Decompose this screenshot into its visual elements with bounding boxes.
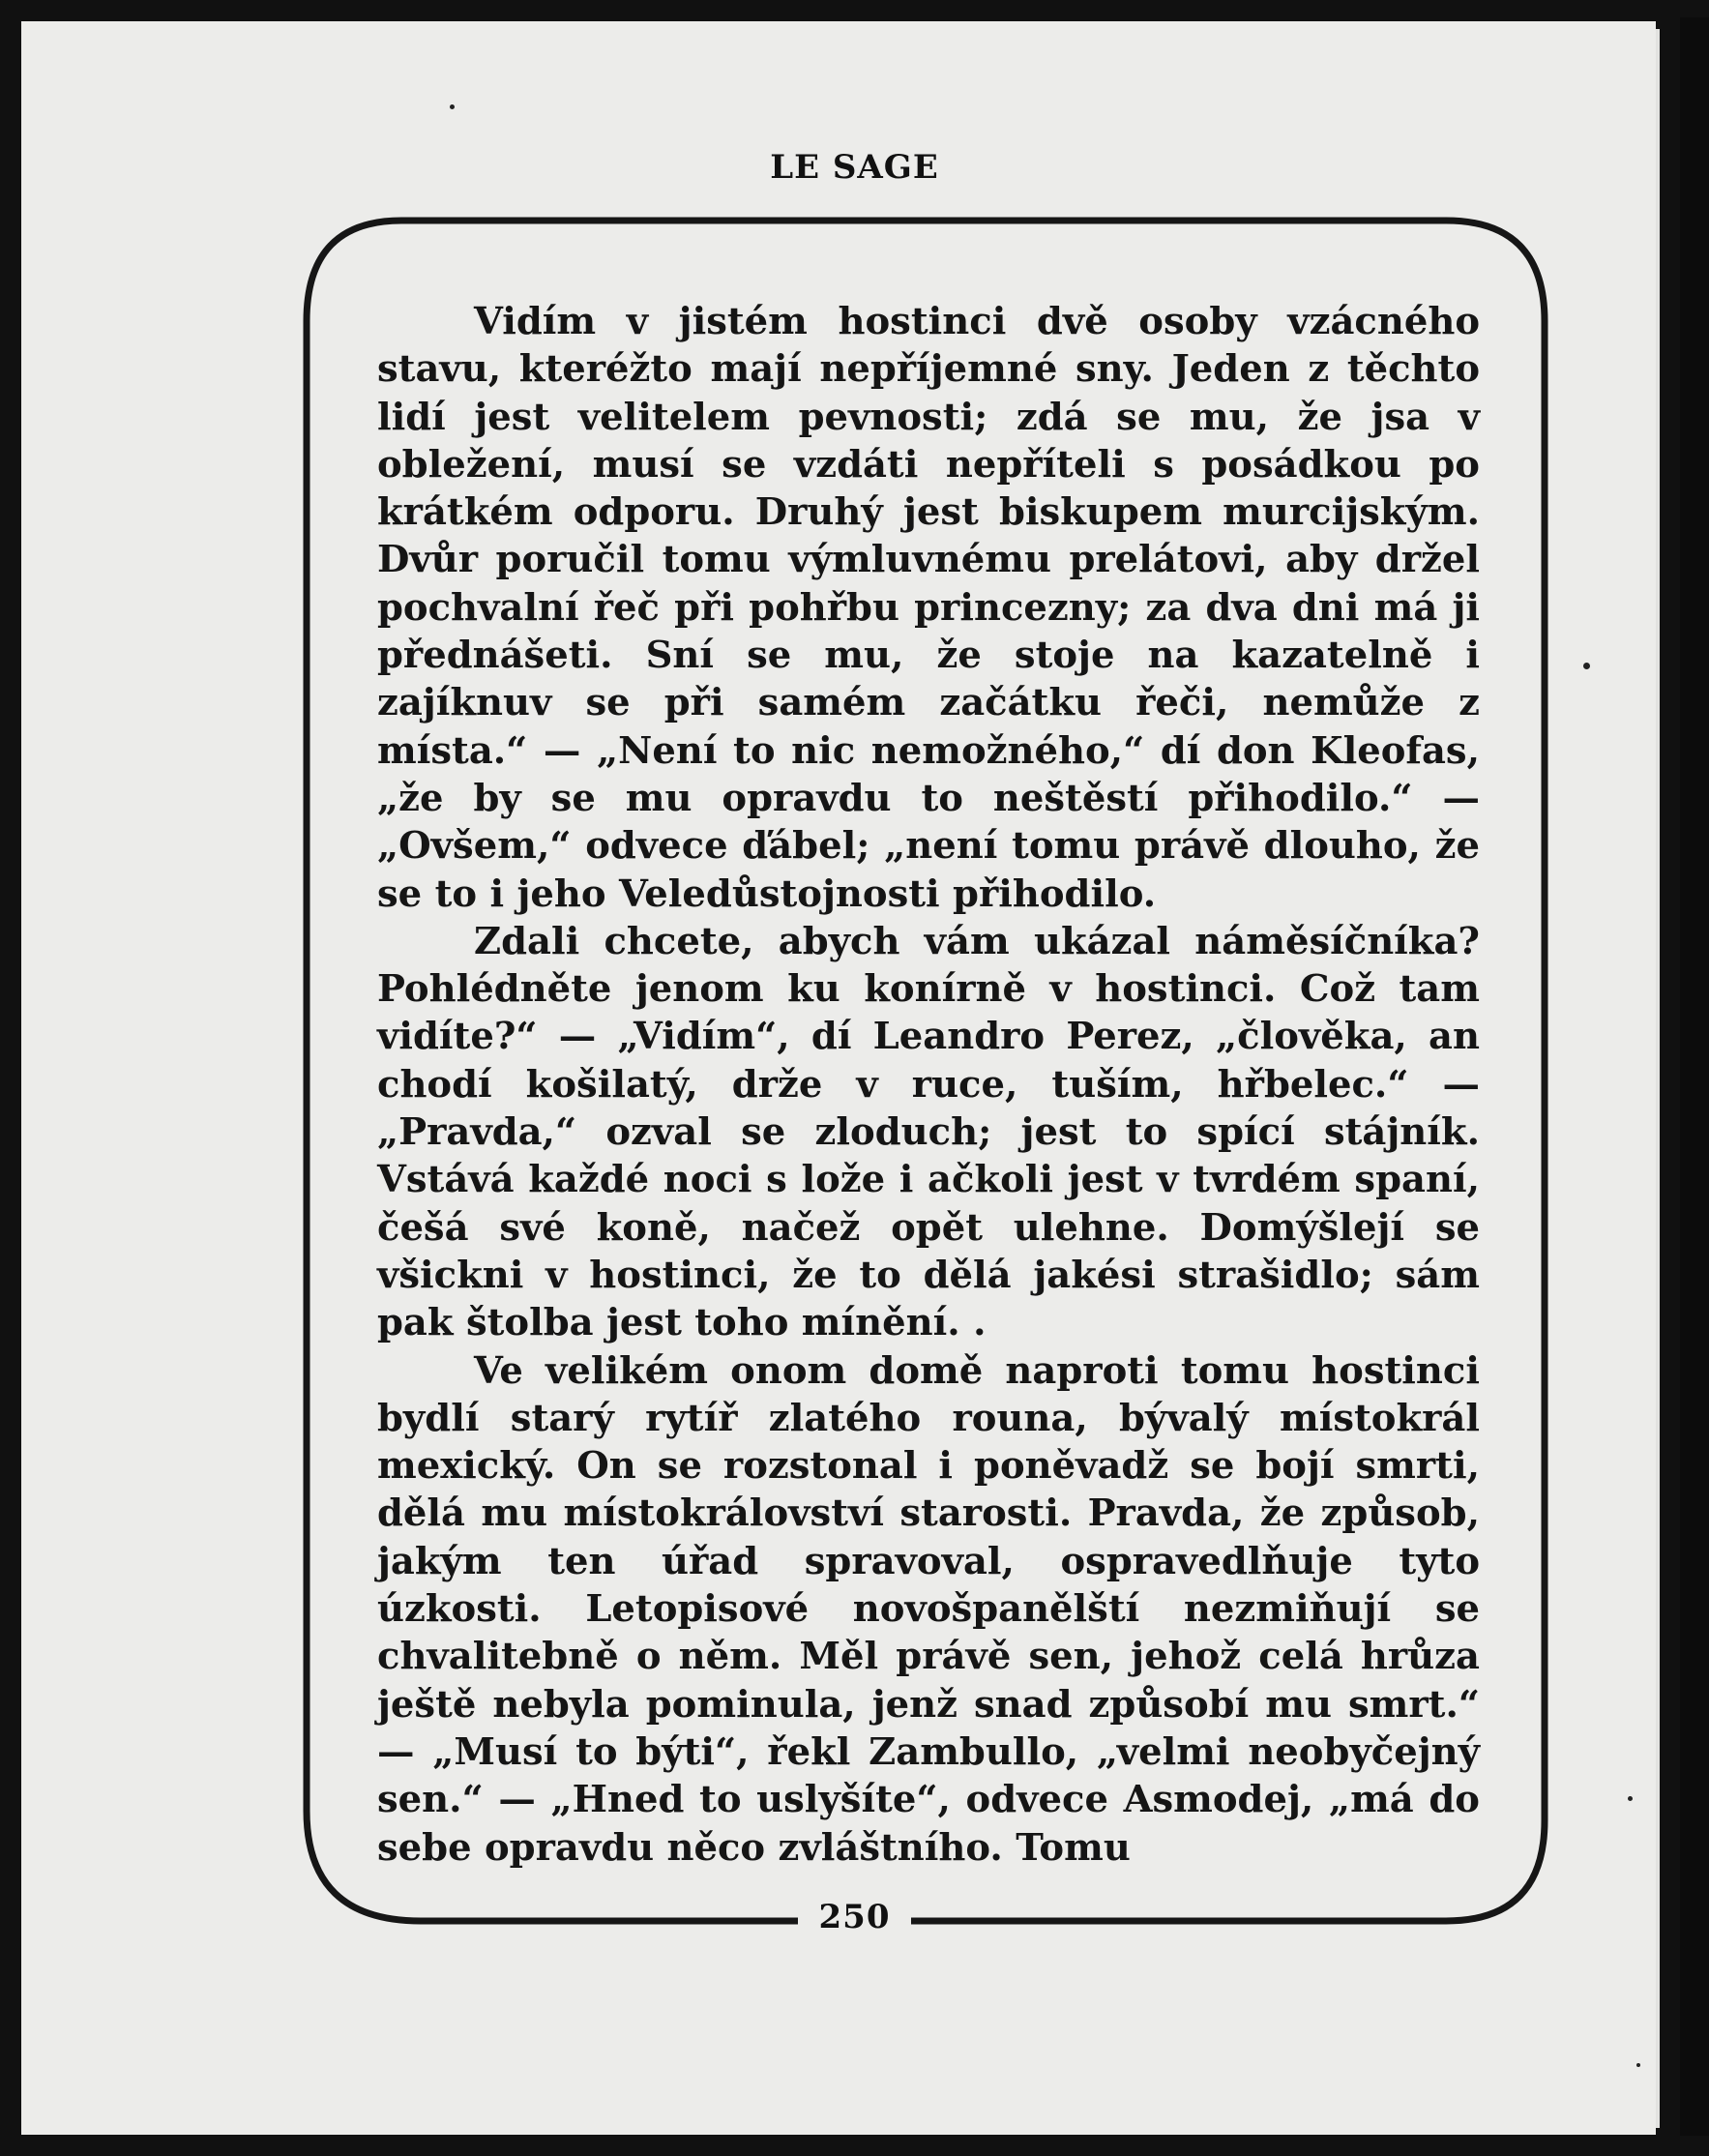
next-page-edge-line: [1656, 29, 1660, 2128]
dust-speck: [450, 104, 455, 109]
dust-speck: [1583, 663, 1590, 669]
dust-speck: [1628, 1796, 1633, 1801]
paragraph-2: Zdali chcete, abych vám ukázal náměsíčníka? Pohlédněte jenom ku konírně v hostinci. Což tam vidíte?“ — „Vidím“, dí Leandro Perez, „člověka, an chodí košilatý, drže v ruce, tuším, hřbelec.“ — „Pravda,“ ozval se zloduch; jest to spící stájník. Vstává každé noci s lože i ačkoli jest v tvrdém spaní, češá své koně, načež opět ulehne. Domýšlejí se všickni v hostinci, že to dělá jakési strašidlo; sám pak štolba jest toho mínění. .: [377, 919, 1480, 1345]
page-number: [0, 1898, 1709, 1936]
dust-speck: [1636, 2063, 1640, 2067]
running-header: LE SAGE: [770, 148, 939, 187]
next-page-edge: [1680, 17, 1709, 2136]
body-text: [377, 298, 1480, 1872]
paragraph-3: Ve velikém onom domě naproti tomu hostinci bydlí starý rytíř zlatého rouna, bývalý místokrál mexický. On se rozstonal i poněvadž se bojí smrti, dělá mu místokrálovství starosti. Pravda, že způsob, jakým ten úřad spravoval, ospravedlňuje tyto úzkosti. Letopisové novošpanělští nezmiňují se chvalitebně o něm. Měl právě sen, jehož celá hrůza ještě nebyla pominula, jenž snad způsobí mu smrt.“ — „Musí to býti“, řekl Zambullo, „velmi neobyčejný sen.“ — „Hned to uslyšíte“, odvece Asmodej, „má do sebe opravdu něco zvláštního. Tomu: [377, 1348, 1480, 1870]
page-number-label: 250: [798, 1898, 912, 1936]
paragraph-1: Vidím v jistém hostinci dvě osoby vzácného stavu, kteréžto mají nepříjemné sny. Jeden z těchto lidí jest velitelem pevnosti; zdá se mu, že jsa v obležení, musí se vzdáti nepříteli s posádkou po krátkém odporu. Druhý jest biskupem murcijským. Dvůr poručil tomu výmluvnému prelátovi, aby držel pochvalní řeč při pohřbu princezny; za dva dni má ji přednášeti. Sní se mu, že stoje na kazatelně i zajíknuv se při samém začátku řeči, nemůže z místa.“ — „Není to nic nemožného,“ dí don Kleofas, „že by se mu opravdu to neštěstí přihodilo.“ — „Ovšem,“ odvece ďábel; „není tomu právě dlouho, že se to i jeho Veledůstojnosti přihodilo.: [377, 300, 1480, 916]
